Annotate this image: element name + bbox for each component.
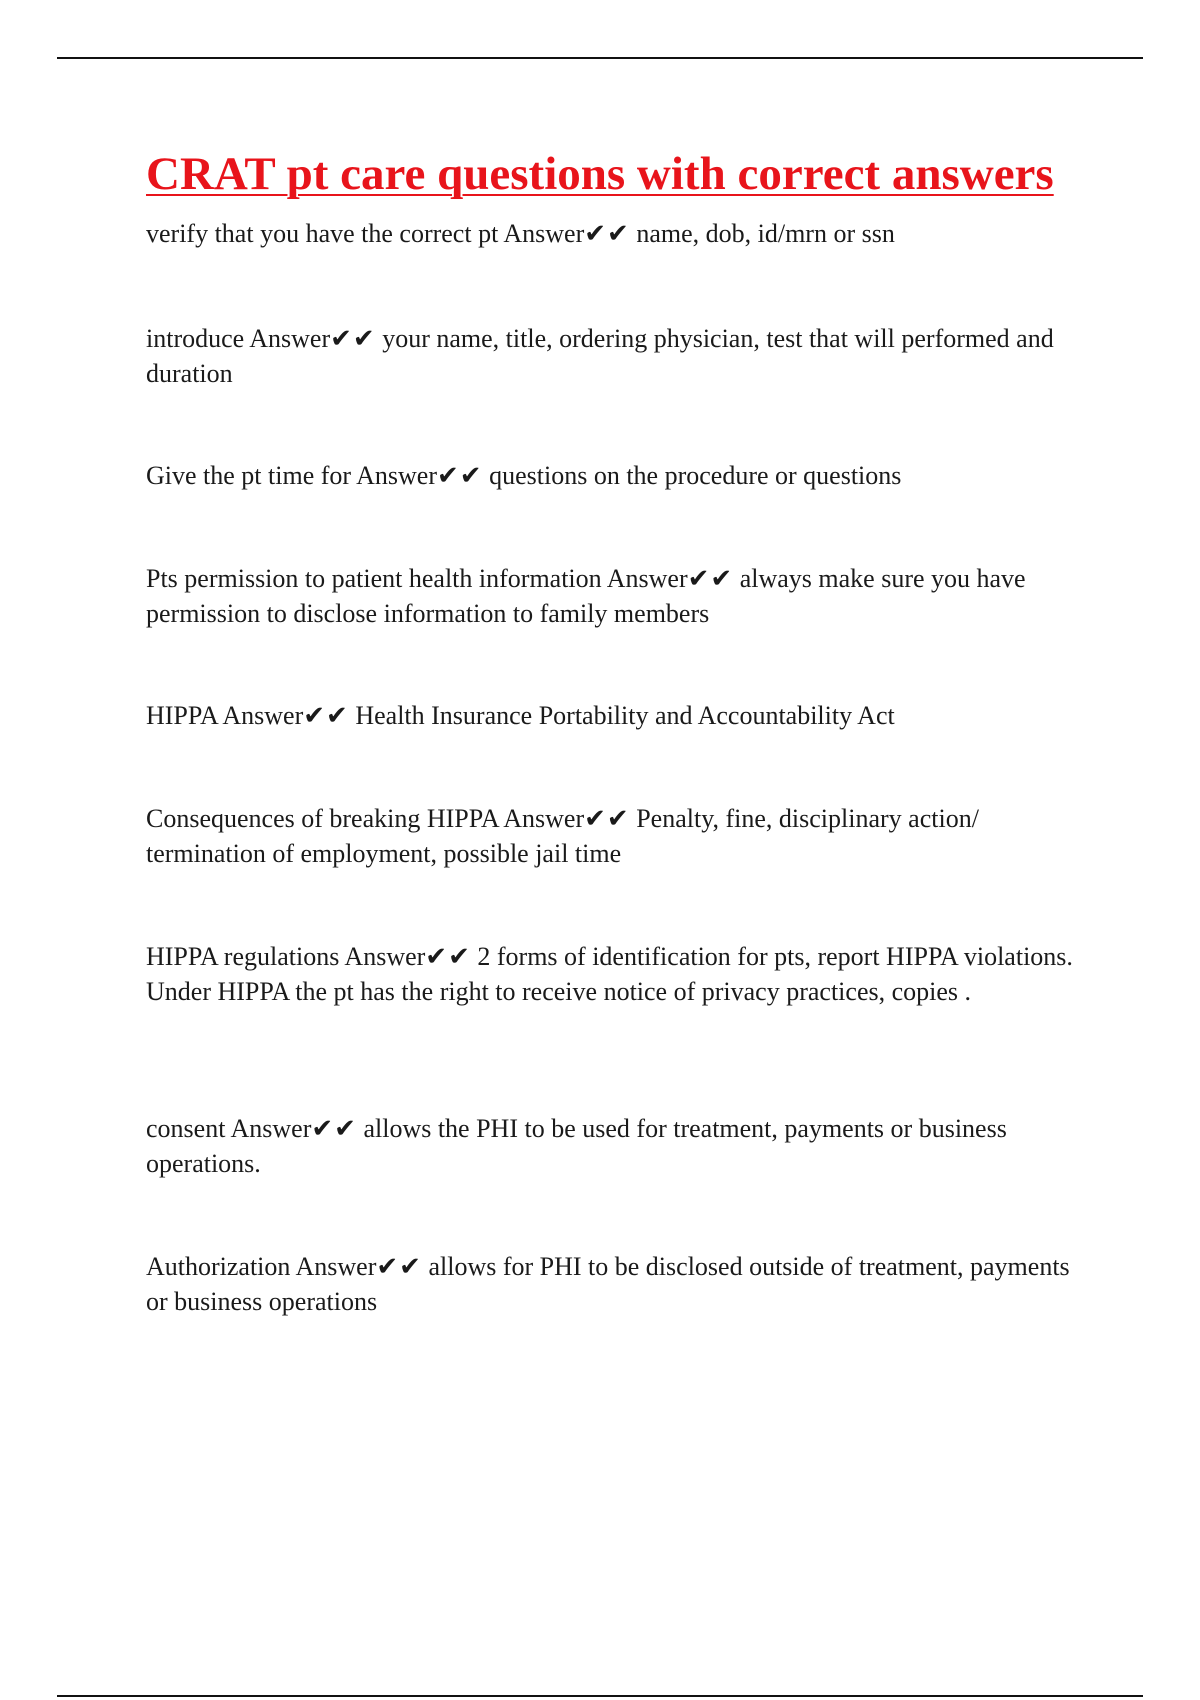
- footer-rule: [57, 1695, 1143, 1697]
- qa-item: [146, 216, 1091, 251]
- qa-answer: questions on the procedure or questions: [489, 461, 902, 490]
- answer-label: Answer: [503, 804, 585, 833]
- qa-term: verify that you have the correct pt: [146, 219, 499, 248]
- qa-answer: allows the PHI to be used for treatment, payments or business operations.: [146, 1114, 1007, 1178]
- check-marks: ✔✔: [437, 461, 483, 490]
- document-body: [146, 146, 1091, 1316]
- answer-label: Answer: [344, 942, 426, 971]
- qa-answer: allows for PHI to be disclosed outside of treatment, payments or business operations: [146, 1252, 1070, 1316]
- qa-term: introduce: [146, 324, 245, 353]
- check-marks: ✔✔: [330, 324, 376, 353]
- answer-label: Answer: [222, 701, 304, 730]
- qa-item: [146, 801, 1091, 871]
- qa-item: [146, 458, 1091, 493]
- answer-label: Answer: [356, 461, 438, 490]
- qa-answer: always make sure you have permission to disclose information to family members: [146, 564, 1026, 628]
- document-title: CRAT pt care questions with correct answers: [146, 148, 1054, 200]
- answer-label: Answer: [249, 324, 331, 353]
- answer-label: Answer: [230, 1114, 312, 1143]
- check-marks: ✔✔: [303, 701, 349, 730]
- qa-item: [146, 698, 1091, 733]
- qa-item: [146, 939, 1091, 1009]
- qa-item: [146, 321, 1091, 391]
- check-marks: ✔✔: [584, 219, 630, 248]
- qa-term: Authorization: [146, 1252, 291, 1281]
- qa-term: Consequences of breaking HIPPA: [146, 804, 499, 833]
- qa-answer: 2 forms of identification for pts, report HIPPA violations. Under HIPPA the pt has the right to receive notice of privacy practices, copies .: [146, 942, 1073, 1006]
- answer-label: Answer: [606, 564, 688, 593]
- qa-term: Pts permission to patient health information: [146, 564, 602, 593]
- qa-term: Give the pt time for: [146, 461, 352, 490]
- answer-label: Answer: [295, 1252, 377, 1281]
- check-marks: ✔✔: [376, 1252, 422, 1281]
- qa-term: HIPPA regulations: [146, 942, 340, 971]
- qa-item: [146, 1111, 1091, 1181]
- qa-answer: your name, title, ordering physician, test that will performed and duration: [146, 324, 1054, 388]
- qa-item: [146, 1249, 1091, 1319]
- qa-term: consent: [146, 1114, 226, 1143]
- check-marks: ✔✔: [584, 804, 630, 833]
- check-marks: ✔✔: [425, 942, 471, 971]
- qa-item: [146, 561, 1091, 631]
- qa-answer: name, dob, id/mrn or ssn: [636, 219, 895, 248]
- check-marks: ✔✔: [687, 564, 734, 593]
- qa-term: HIPPA: [146, 701, 218, 730]
- qa-answer: Health Insurance Portability and Accountability Act: [355, 701, 895, 730]
- qa-answer: Penalty, fine, disciplinary action/ termination of employment, possible jail time: [146, 804, 979, 868]
- answer-label: Answer: [503, 219, 585, 248]
- header-rule: [57, 57, 1143, 59]
- check-marks: ✔✔: [311, 1114, 357, 1143]
